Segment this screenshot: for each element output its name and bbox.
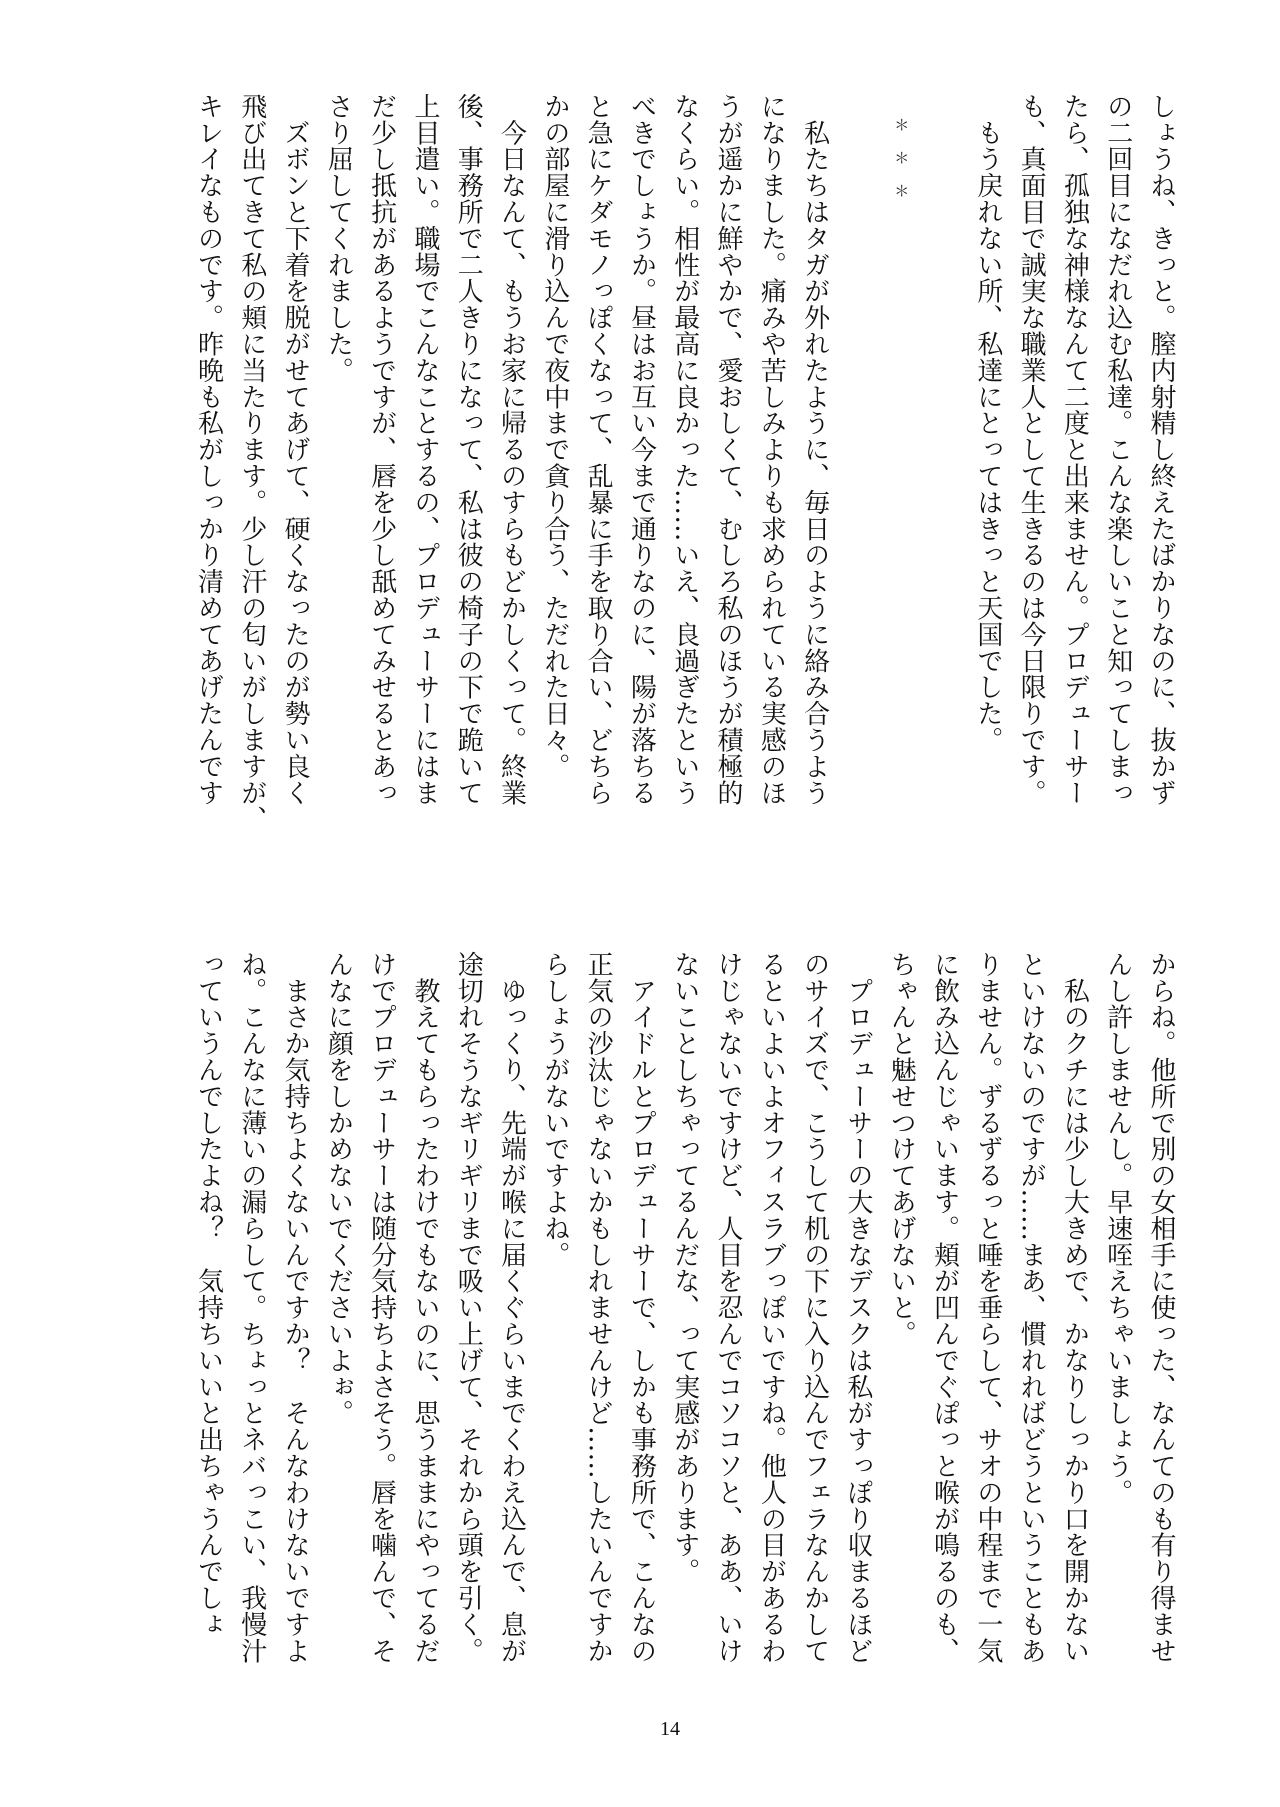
blank-line	[836, 93, 879, 809]
text-line: うが遥かに鮮やかで、愛おしくて、むしろ私のほうが積極的	[713, 93, 744, 806]
text-line: のサイズで、こうして机の下に入り込んでフェラなんかして	[799, 951, 830, 1664]
text-line: だ少し抵抗があるようですが、唇を少し舐めてみせるとあっ	[366, 93, 397, 806]
text-line: 後、事務所で二人きりになって、私は彼の椅子の下で跪いて	[453, 93, 484, 806]
text-line: 今日なんて、もうお家に帰るのすらもどかしくって。終業	[496, 93, 527, 806]
text-line: 途切れそうなギリギリまで吸い上げて、それから頭を引く。	[453, 951, 484, 1664]
text-line: プロデューサーの大きなデスクは私がすっぽり収まるほど	[842, 951, 873, 1664]
section-break-asterisks: ＊＊＊	[892, 117, 911, 216]
text-line: 飛び出てきて私の頬に当たります。少し汗の匂いがしますが、	[236, 93, 267, 833]
text-line: なくらい。相性が最高に良かった……いえ、良過ぎたという	[669, 93, 700, 806]
text-line: キレイなものです。昨晩も私がしっかり清めてあげたんです	[193, 93, 224, 806]
text-line: もう戻れない所、私達にとってはきっと天国でした。	[972, 93, 1003, 753]
top-text-block	[186, 93, 1182, 833]
text-line: っていうんでしたよね？ 気持ちいいと出ちゃうんでしょ	[193, 951, 224, 1638]
blank-line	[922, 93, 965, 809]
text-line: アイドルとプロデューサーで、しかも事務所で、こんなの	[626, 951, 657, 1664]
text-line: 私のクチには少し大きめで、かなりしっかり口を開かない	[1059, 951, 1090, 1664]
text-line: さり屈してくれました。	[323, 93, 354, 384]
text-line: も、真面目で誠実な職業人として生きるのは今日限りです。	[1016, 93, 1047, 806]
text-line: ね。こんなに薄いの漏らして。ちょっとネバっこい、我慢汁	[236, 951, 267, 1664]
page-number: 14	[660, 1718, 680, 1740]
text-line: 教えてもらったわけでもないのに、思うままにやってるだ	[409, 951, 440, 1664]
text-line: ないことしちゃってるんだな、って実感があります。	[669, 951, 700, 1585]
text-line: になりました。痛みや苦しみよりも求められている実感のほ	[756, 93, 787, 806]
text-line: 正気の沙汰じゃないかもしれませんけど……したいんですか	[583, 951, 614, 1664]
text-line: まさか気持ちよくないんですか？ そんなわけないですよ	[280, 951, 311, 1664]
text-line: 私たちはタガが外れたように、毎日のように絡み合うよう	[799, 93, 830, 806]
text-line: んなに顔をしかめないでくださいよぉ。	[323, 951, 354, 1427]
text-line: らしょうがないですよね。	[539, 951, 570, 1268]
text-line: けじゃないですけど、人目を忍んでコソコソと、ああ、いけ	[713, 951, 744, 1664]
text-line: かの部屋に滑り込んで夜中まで貪り合う、ただれた日々。	[539, 93, 570, 780]
bottom-text-block	[186, 951, 1182, 1667]
text-line: たら、孤独な神様なんて二度と出来ません。プロデューサー	[1059, 93, 1090, 806]
text-line: 上目遣い。職場でこんなことするの、プロデューサーにはま	[409, 93, 440, 806]
text-line: ズボンと下着を脱がせてあげて、硬くなったのが勢い良く	[280, 93, 311, 806]
text-line: んし許しませんし。早速咥えちゃいましょう。	[1102, 951, 1133, 1506]
text-line: けでプロデューサーは随分気持ちよさそう。唇を噛んで、そ	[366, 951, 397, 1664]
text-line: からね。他所で別の女相手に使った、なんてのも有り得ませ	[1146, 951, 1176, 1664]
text-line: に飲み込んじゃいます。頬が凹んでぐぽっと喉が鳴るのも、	[929, 951, 960, 1664]
text-line: ゆっくり、先端が喉に届くぐらいまでくわえ込んで、息が	[496, 951, 527, 1664]
text-line: の二回目になだれ込む私達。こんな楽しいこと知ってしまっ	[1102, 93, 1133, 806]
text-line: といけないのですが……まあ、慣れればどうということもあ	[1016, 951, 1047, 1664]
text-line: と急にケダモノっぽくなって、乱暴に手を取り合い、どちら	[583, 93, 614, 806]
text-line: しょうね、きっと。膣内射精し終えたばかりなのに、抜かず	[1146, 93, 1176, 806]
text-line: りません。ずるずるっと唾を垂らして、サオの中程まで一気	[972, 951, 1003, 1664]
text-line: ちゃんと魅せつけてあげないと。	[886, 951, 917, 1347]
text-line: べきでしょうか。昼はお互い今まで通りなのに、陽が落ちる	[626, 93, 657, 806]
text-line: るといよいよオフィスラブっぽいですね。他人の目があるわ	[756, 951, 787, 1664]
